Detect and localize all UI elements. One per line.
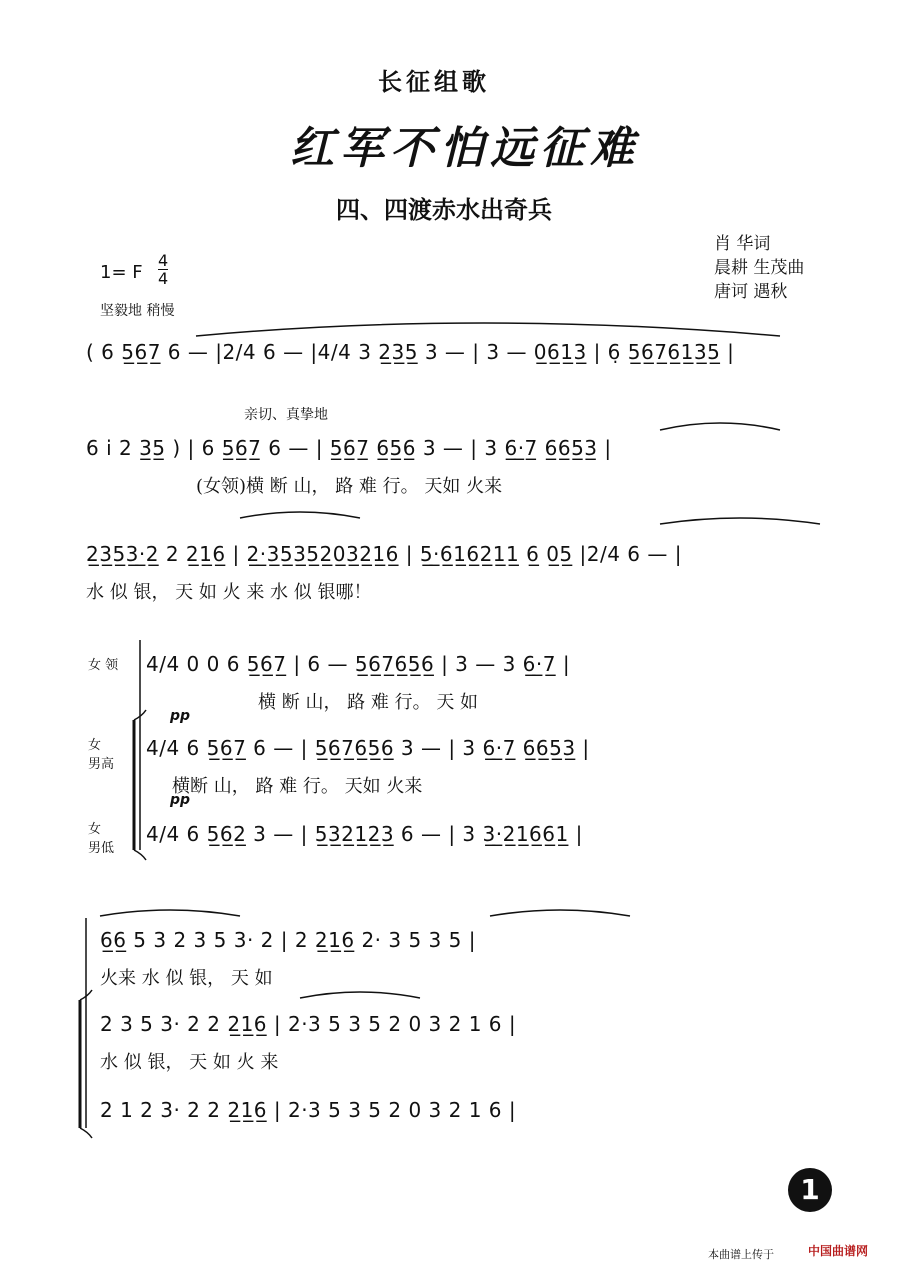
tempo-marking: 坚毅地 稍慢 bbox=[100, 303, 175, 319]
part-label-low: 女 男低 bbox=[88, 822, 115, 856]
upload-note: 本曲谱上传于 bbox=[708, 1248, 774, 1261]
credit-composer: 晨耕 生茂曲 bbox=[714, 258, 805, 278]
system5-high-notes: 2 3 5 3· 2 2 2̲1̲6̲ | 2·3 5 3 5 2 0 3 2 1 6 | bbox=[100, 1012, 517, 1036]
part-label-high: 女 男高 bbox=[88, 738, 115, 772]
credit-composer-2: 唐诃 遇秋 bbox=[714, 282, 788, 302]
expression-marking: 亲切、真挚地 bbox=[244, 407, 328, 423]
suite-title: 长征组歌 bbox=[378, 67, 490, 96]
system3-notes: 2̲3̲5̲3̲·̲2̲ 2 2̲1̲6̲ | 2̲·̲3̲5̲3̲5̲2̲0̲3̲2̲1̲6̲ | 5̲·̲6̲1̲6̲2̲1̲1̲ 6̲ 0̲5̲ |2/4 6 — | bbox=[86, 542, 682, 566]
system5-low-notes: 2 1 2 3· 2 2 2̲1̲6̲ | 2·3 5 3 5 2 0 3 2 1 6 | bbox=[100, 1098, 517, 1122]
system3-lyrics: 水 似 银， 天 如 火 来 水 似 银哪！ bbox=[86, 582, 372, 603]
system4-high-notes: 4/4 6 5̲6̲7̲ 6 — | 5̲6̲7̲6̲5̲6̲ 3 — | 3 6̲·̲7̲ 6̲6̲5̲3̲ | bbox=[146, 736, 590, 760]
system5-lead-lyrics: 火来 水 似 银， 天 如 bbox=[100, 968, 273, 989]
site-logo[interactable]: 中国曲谱网 bbox=[808, 1244, 869, 1258]
movement-title: 四、四渡赤水出奇兵 bbox=[336, 195, 552, 224]
system5-lead-notes: 6̲6̲ 5 3 2 3 5 3· 2 | 2 2̲1̲6̲ 2· 3 5 3 5 | bbox=[100, 928, 476, 952]
time-num: 4 bbox=[158, 251, 169, 270]
main-title: 红军不怕远征难 bbox=[290, 123, 640, 174]
time-den: 4 bbox=[158, 269, 169, 288]
system4-high-lyrics: 横断 山， 路 难 行。 天如 火来 bbox=[172, 776, 423, 797]
system1-notes: ( 6 5̲6̲7̲ 6 — |2/4 6 — |4/4 3 2̲3̲5̲ 3 — | 3 — 0̲6̲1̲3̲ | 6̣ 5̲6̲7̲6̲1̲3̲5̲ | bbox=[86, 340, 735, 364]
dynamic-pp: pp bbox=[170, 708, 191, 724]
credit-lyricist: 肖 华词 bbox=[714, 234, 771, 254]
system4-low-notes: 4/4 6 5̲6̲2̲ 3 — | 5̲3̲2̲1̲2̲3̲ 6 — | 3 3̲·̲2̲1̲6̲6̲1̲ | bbox=[146, 822, 583, 846]
key-signature: 1= F bbox=[100, 262, 143, 283]
system2-notes: 6 i 2 3̲5̲ ) | 6 5̲6̲7̲ 6 — | 5̲6̲7̲ 6̲5̲6̲ 3 — | 3 6̲·̲7̲ 6̲6̲5̲3̲ | bbox=[86, 436, 612, 460]
page-number-badge: 1 bbox=[788, 1168, 832, 1212]
system5-high-lyrics: 水 似 银， 天 如 火 来 bbox=[100, 1052, 279, 1073]
dynamic-pp-low: pp bbox=[170, 792, 191, 808]
system4-lead-lyrics: 横 断 山， 路 难 行。 天 如 bbox=[258, 692, 479, 713]
system2-lyrics: (女领)横 断 山， 路 难 行。 天如 火来 bbox=[196, 476, 503, 497]
part-label-lead: 女 领 bbox=[88, 658, 119, 673]
system4-lead-notes: 4/4 0 0 6 5̲6̲7̲ | 6 — 5̲6̲7̲6̲5̲6̲ | 3 — 3 6̲·̲7̲ | bbox=[146, 652, 571, 676]
